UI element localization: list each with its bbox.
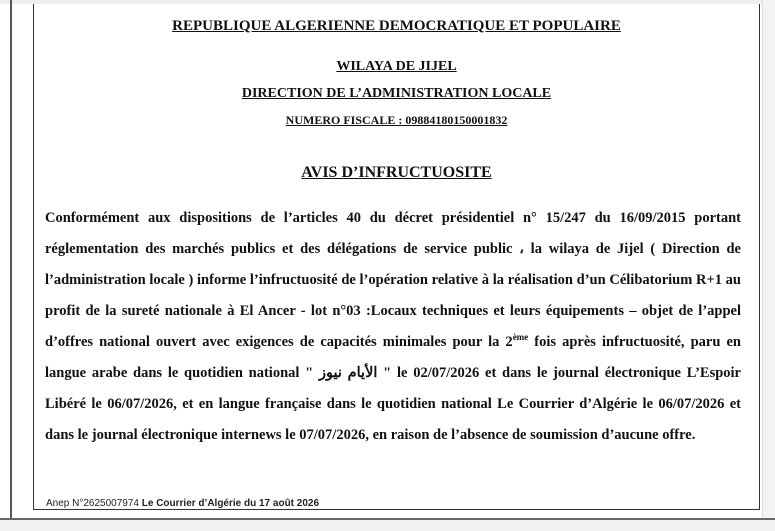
anep-number: Anep N°2625007974: [46, 498, 139, 509]
notice-body: [45, 203, 741, 451]
direction-heading: DIRECTION DE L’ADMINISTRATION LOCALE: [241, 86, 552, 101]
left-column-rule: [10, 0, 12, 518]
publication-footer: [46, 498, 319, 509]
body-text-part-3: " le 02/07/2026 et dans le journal électronique L’Espoir Libéré le 06/07/2026, et en langue française dans le quotidien national Le Courrier d’Algérie le 06/07/2026 et dans le journal électronique internews le 07/07/2026, en raison de l’absence de soumission d’aucune offre.: [45, 365, 741, 443]
publication-source: Le Courrier d’Algérie du 17 août 2026: [141, 498, 320, 509]
notice-title: AVIS D’INFRUCTUOSITE: [301, 164, 492, 181]
body-text-part-1: Conformément aux dispositions de l’articles 40 du décret présidentiel n° 15/247 du 16/09/2015 portant réglementation des marchés publics et des délégations de service public ، la wilaya de Jijel ( Direction de l’administration locale ) informe l’infructuosité de l’opération relative à la réalisation d’un Célibatorium R+1 au profit de la sureté nationale à El Ancer - lot n°03 :Locaux techniques et leurs équipements – objet de l’appel d’offres national ouvert avec exigences de capacités minimales pour la 2: [45, 210, 741, 350]
fiscal-number: NUMERO FISCALE : 09884180150001832: [285, 113, 508, 127]
legal-notice-box: [33, 4, 760, 510]
wilaya-heading: WILAYA DE JIJEL: [336, 59, 457, 74]
arabic-newspaper-name: الأيام نيوز: [318, 365, 378, 381]
body-superscript: ème: [512, 332, 529, 343]
bottom-page-strip: [0, 520, 775, 531]
republic-heading: REPUBLIQUE ALGERIENNE DEMOCRATIQUE ET POPULAIRE: [172, 18, 621, 34]
right-page-edge: [762, 0, 775, 520]
body-text-part-2: fois après infructuosité, paru en langue arabe dans le quotidien national ": [45, 334, 741, 381]
